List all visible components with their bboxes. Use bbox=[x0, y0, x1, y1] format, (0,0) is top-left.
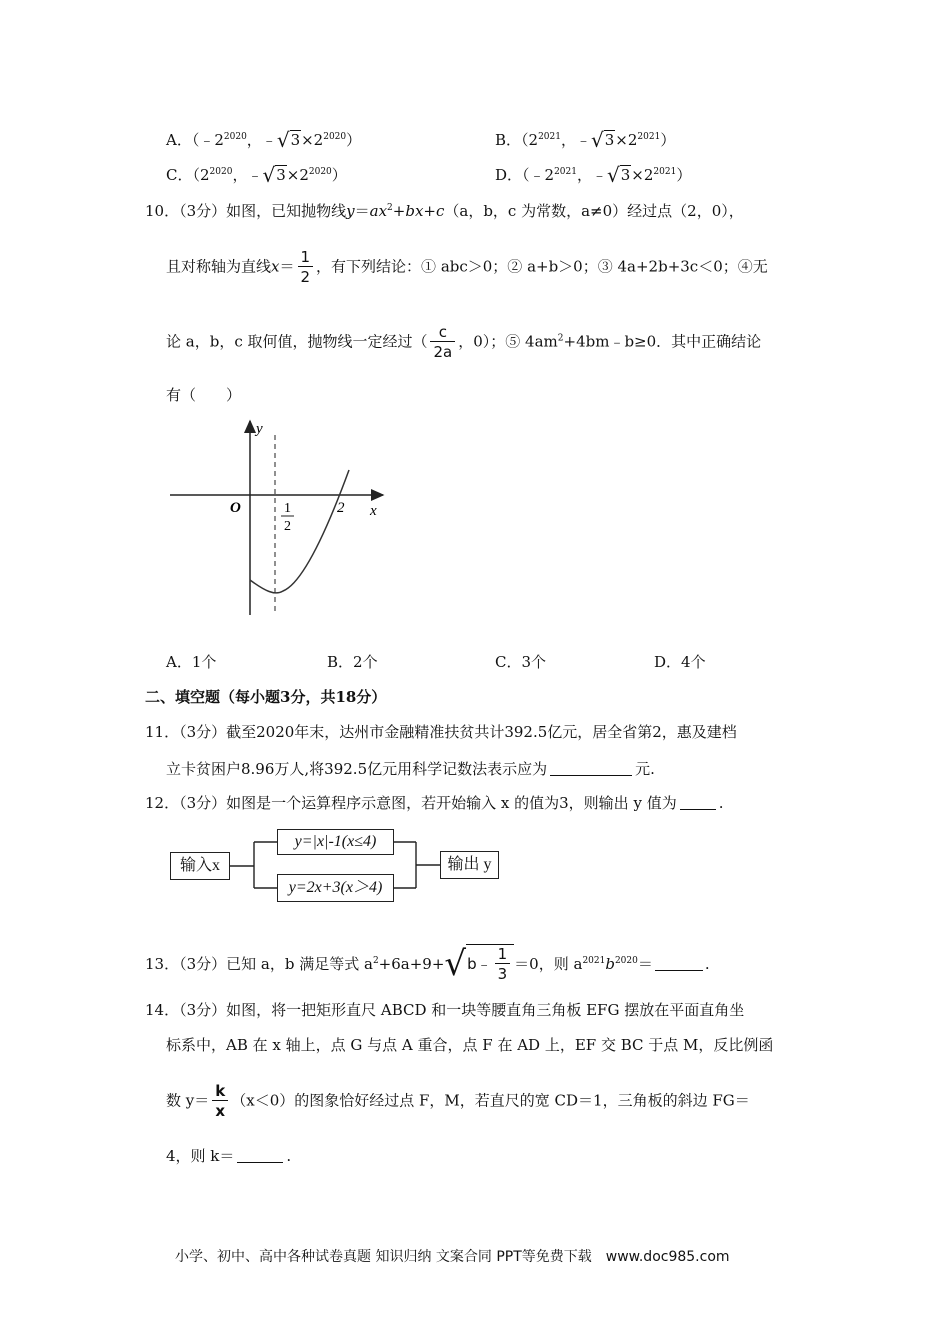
origin-label: O bbox=[230, 500, 241, 516]
tick-two-label: 2 bbox=[337, 500, 345, 516]
tick-half-den: 2 bbox=[284, 519, 291, 534]
q10-option-b: B．2个 bbox=[327, 653, 378, 671]
answer-blank[interactable] bbox=[680, 795, 716, 810]
q10-line3: 论 a，b，c 取何值，抛物线一定经过（ $\frac{c}{2a}$ ，0）；⑤ $4am^2+4bm﹣b\ge 0$．其中正确结论 bbox=[166, 323, 762, 361]
q9-option-d: D．（$﹣2^{2021}$，$﹣√3\times 2^{2021}$） bbox=[495, 163, 692, 187]
q14-line1: 14．（3分）如图，将一把矩形直尺 ABCD 和一块等腰直角三角板 EFG 摆放在平面直角坐 bbox=[145, 1001, 745, 1019]
q9-option-a: A．（$﹣2^{2020}$，$﹣√3\times 2^{2020}$） bbox=[166, 128, 362, 152]
y-axis-label: y bbox=[256, 421, 263, 437]
sqrt-3: √3 bbox=[607, 163, 631, 187]
q14-line2: 标系中，AB 在 x 轴上，点 G 与点 A 重合，点 F 在 AD 上，EF 交 BC 于点 M，反比例函 bbox=[166, 1036, 774, 1054]
q9-option-c: C．（$2^{2020}$，$﹣√3\times 2^{2020}$） bbox=[166, 163, 347, 187]
q10-line2: 且对称轴为直线x＝ $\frac{1}{2}$ ，有下列结论：① abc＞0；② a+b＞0；③ 4a+2b+3c＜0；④无 bbox=[166, 248, 768, 286]
parabola-graph bbox=[165, 415, 395, 620]
tick-half-num: 1 bbox=[284, 501, 291, 516]
q10-line4: 有（ ） bbox=[166, 386, 242, 404]
fraction-c-over-2a: $\frac{c}{2a}$ bbox=[430, 323, 455, 362]
q10-line1: 10．（3分）如图，已知抛物线$y=ax^2+bx+c(a$，b，c 为常数，a≠0）经过点（2，0）， bbox=[145, 202, 744, 220]
parabola-curve bbox=[250, 470, 349, 593]
sqrt-3: √3 bbox=[262, 163, 286, 187]
q9-option-b: B．（$2^{2021}$，$﹣√3\times 2^{2021}$） bbox=[495, 128, 676, 152]
q14-line3: 数 y＝ $\frac{k}{x}$ （x＜0）的图象恰好经过点 F，M，若直尺的宽 CD＝1，三角板的斜边 FG＝ bbox=[166, 1082, 750, 1120]
sqrt-3: √3 bbox=[276, 128, 301, 152]
sqrt-b-minus-third: √b﹣ $\frac{1}{3}$ bbox=[444, 938, 514, 984]
answer-blank[interactable] bbox=[237, 1148, 283, 1163]
section-title: 二、填空题（每小题3分，共18分） bbox=[145, 688, 387, 706]
q14-line4: 4，则 k＝ . bbox=[166, 1147, 292, 1165]
q12-line: 12．（3分）如图是一个运算程序示意图，若开始输入 x 的值为3，则输出 y 值为 . bbox=[145, 794, 724, 812]
fraction-one-half: $\frac{1}{2}$ bbox=[298, 248, 314, 287]
q11-line2: 立卡贫困户8.96万人,将392.5亿元用科学记数法表示应为 元. bbox=[166, 760, 655, 778]
flow-output-box: 输出 y bbox=[440, 851, 499, 879]
answer-blank[interactable] bbox=[655, 956, 703, 971]
sqrt-3: √3 bbox=[591, 128, 615, 152]
q11-line1: 11．（3分）截至2020年末，达州市金融精准扶贫共计392.5亿元，居全省第2，惠及建档 bbox=[145, 723, 737, 741]
x-axis-label: x bbox=[370, 503, 377, 519]
flow-input-box: 输入x bbox=[170, 852, 230, 880]
q10-option-d: D．4个 bbox=[654, 653, 706, 671]
page-footer: 小学、初中、高中各种试卷真题 知识归纳 文案合同 PPT等免费下载 www.doc985.com bbox=[175, 1249, 730, 1265]
flow-condition-2: y=2x+3(x＞4) bbox=[277, 874, 394, 902]
fraction-k-over-x: $\frac{k}{x}$ bbox=[212, 1082, 228, 1121]
q10-option-c: C．3个 bbox=[495, 653, 547, 671]
q13-line: 13．（3分）已知 a，b 满足等式 $a^2+6a+9+√b﹣$ $\frac{1}{3}$ ＝0，则 $a^{2021}b^{2020}=$ . bbox=[145, 938, 710, 984]
flow-condition-1: y=|x|-1(x≤4) bbox=[277, 829, 394, 855]
answer-blank[interactable] bbox=[550, 761, 632, 776]
q10-option-a: A．1个 bbox=[166, 653, 217, 671]
